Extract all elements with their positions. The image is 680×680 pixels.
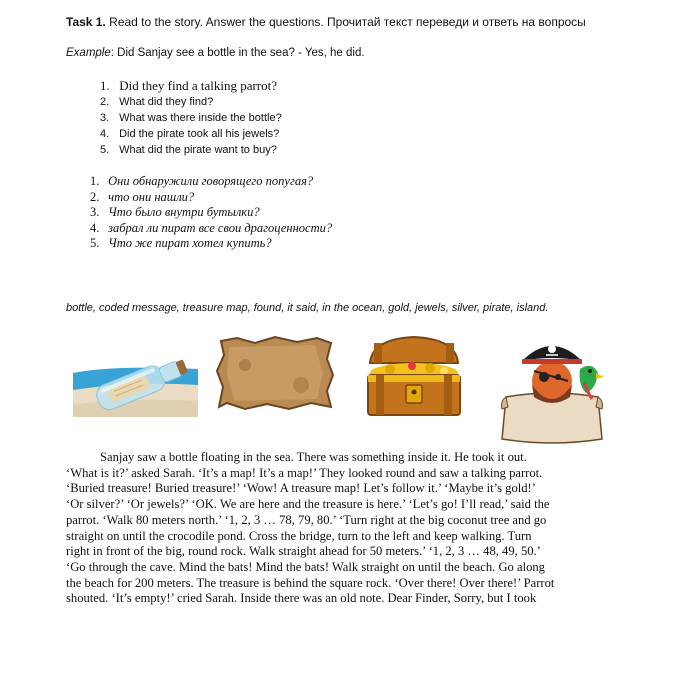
story-line-text: right in front of the big, round rock. Walk straight ahead for 50 meters.’ ‘1, 2, 3 … 48, 49, 50.’	[66, 544, 541, 559]
question-text: Did they find a talking parrot?	[119, 78, 278, 93]
pirate-with-parrot-icon	[494, 335, 610, 447]
story-line	[66, 450, 626, 466]
question-text: What was there inside the bottle?	[119, 112, 282, 124]
story-line-text: straight on until the crocodile pond. Cross the bridge, turn to the left and keep walking. Turn	[66, 528, 532, 543]
english-questions-list	[100, 78, 282, 158]
question-text: забрал ли пират все свои драгоценности?	[108, 220, 333, 235]
story-line-text: Sanjay saw a bottle floating in the sea. There was something inside it. He took it out.	[100, 450, 527, 464]
list-item	[100, 110, 282, 126]
story-line-text: the beach for 200 meters. The treasure is behind the square rock. ‘Over there! Over there!’ Parrot	[66, 575, 555, 590]
question-number: 4.	[100, 128, 110, 140]
question-number: 5.	[100, 144, 110, 156]
list-item	[90, 236, 332, 252]
example-label: Example	[66, 47, 111, 59]
bottle-in-sand-icon	[73, 335, 198, 417]
story-line	[66, 576, 626, 592]
list-item	[90, 205, 332, 221]
story-line-text: shouted. ‘It’s empty!’ cried Sarah. Inside there was an old note. Dear Finder, Sorry, but I took	[66, 591, 537, 606]
story-line-text: ‘Or silver?’ ‘Or jewels?’ ‘OK. We are here and the treasure is here.’ ‘Let’s go! I’ll read,’ said the	[66, 497, 550, 512]
list-item	[100, 142, 282, 158]
example-line	[66, 47, 365, 59]
treasure-map-icon	[215, 335, 335, 411]
question-text: What did the pirate want to buy?	[119, 144, 277, 156]
question-text: что они нашли?	[108, 189, 195, 204]
story-line	[66, 497, 626, 513]
vocabulary-line: bottle, coded message, treasure map, found, it said, in the ocean, gold, jewels, silver, pirate, island.	[66, 302, 549, 314]
list-item	[100, 78, 282, 94]
question-number: 1.	[100, 78, 110, 93]
story-line-text: ‘Go through the cave. Mind the bats! Mind the bats! Walk straight on until the beach. Go along	[66, 559, 545, 574]
task-label: Task 1.	[66, 15, 106, 29]
story-line-text: parrot. ‘Walk 80 meters north.’ ‘1, 2, 3 … 78, 79, 80.’ ‘Turn right at the big coconut tree and go	[66, 512, 547, 527]
story-line	[66, 591, 626, 607]
list-item	[90, 221, 332, 237]
question-number: 3.	[100, 112, 110, 124]
story-line	[66, 513, 626, 529]
list-item	[90, 174, 332, 190]
task-heading	[66, 15, 586, 29]
russian-questions-list	[90, 174, 332, 252]
question-number: 2.	[100, 96, 110, 108]
question-number: 3.	[90, 205, 100, 219]
question-number: 4.	[90, 220, 100, 235]
list-item	[100, 126, 282, 142]
question-text: Они обнаружили говорящего попугая?	[108, 174, 314, 188]
question-text: Что было внутри бутылки?	[108, 205, 260, 219]
question-text: Did the pirate took all his jewels?	[119, 128, 280, 140]
story-line-text: ‘What is it?’ asked Sarah. ‘It’s a map! It’s a map!’ They looked round and saw a talking parrot.	[66, 465, 543, 480]
story-line	[66, 560, 626, 576]
story-line	[66, 466, 626, 482]
question-number: 5.	[90, 236, 100, 250]
list-item	[100, 94, 282, 110]
story-line	[66, 481, 626, 497]
task-instructions: Read to the story. Answer the questions. Прочитай текст переведи и ответь на вопросы	[105, 15, 586, 29]
story-line-text: ‘Buried treasure! Buried treasure!’ ‘Wow! A treasure map! Let’s follow it.’ ‘Maybe it’s gold!’	[66, 481, 536, 496]
example-text: : Did Sanjay see a bottle in the sea? - Yes, he did.	[110, 47, 365, 59]
treasure-chest-icon	[360, 333, 468, 419]
question-number: 2.	[90, 189, 100, 204]
story-line	[66, 544, 626, 560]
list-item	[90, 190, 332, 206]
question-text: What did they find?	[119, 96, 214, 108]
question-text: Что же пират хотел купить?	[108, 236, 272, 250]
question-number: 1.	[90, 174, 100, 188]
story-text	[66, 450, 626, 607]
story-line	[66, 529, 626, 545]
